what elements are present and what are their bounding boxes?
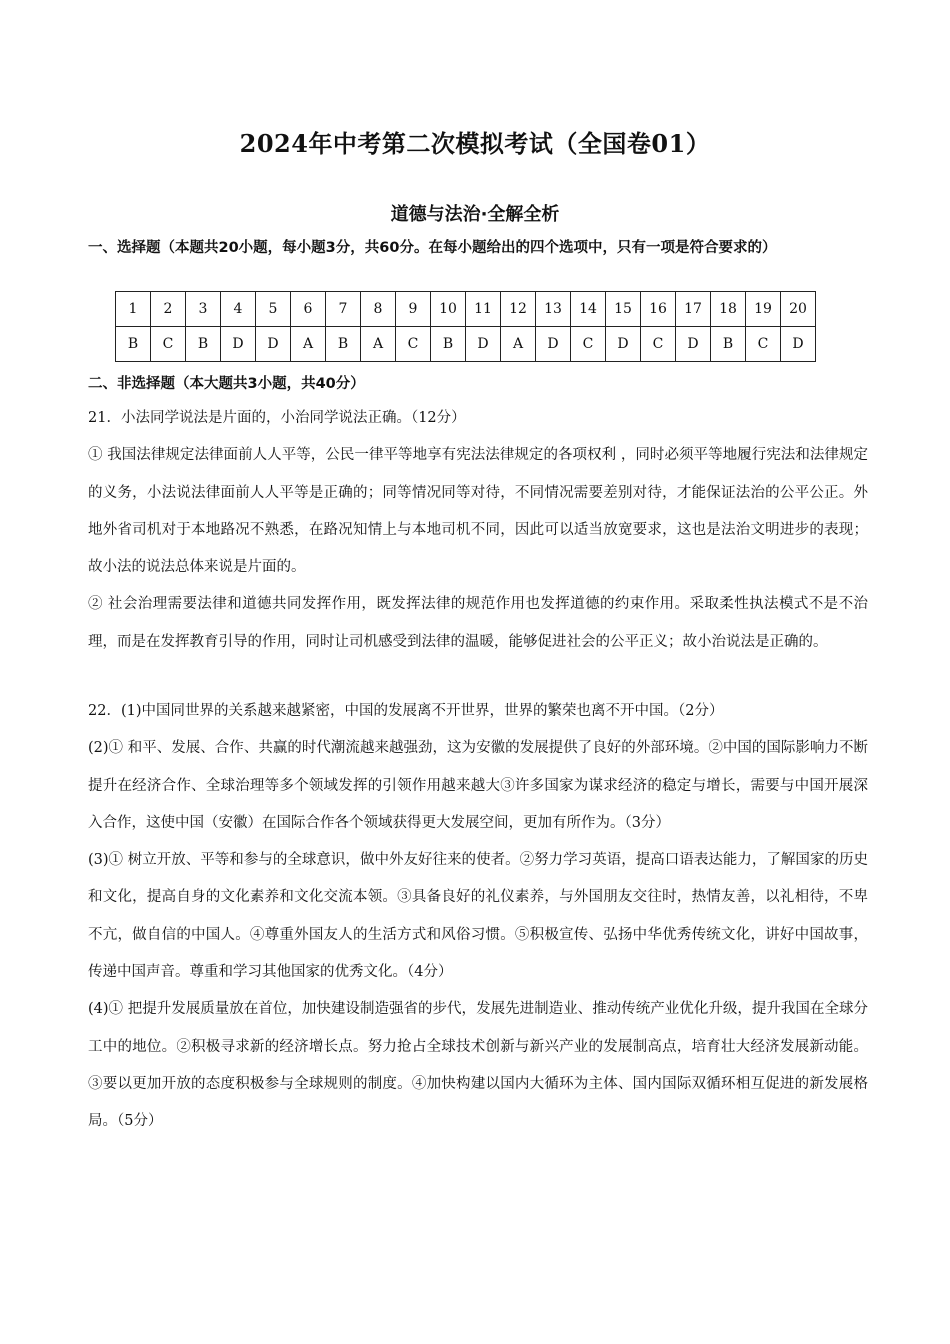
question-number: 7 (326, 292, 361, 327)
question-number: 20 (781, 292, 816, 327)
answer-table (115, 291, 816, 362)
question-number: 14 (571, 292, 606, 327)
answer-letter: D (466, 327, 501, 362)
question-number: 3 (186, 292, 221, 327)
page-title: 2024年中考第二次模拟考试（全国卷01） (239, 129, 711, 158)
question-number: 16 (641, 292, 676, 327)
section2-heading: 二、非选择题（本大题共3小题，共40分） (88, 376, 365, 392)
answer-number-row (116, 292, 816, 327)
q22-part-3: (3)① 树立开放、平等和参与的全球意识，做中外友好往来的使者。②努力学习英语，提高口语表达能力，了解国家的历史和文化，提高自身的文化素养和文化交流本领。③具备良好的礼仪素养，与外国朋友交往时，热情友善，以礼相待，不卑不亢，做自信的中国人。④尊重外国友人的生活方式和风俗习惯。⑤积极宣传、弘扬中华优秀传统文化，讲好中国故事，传递中国声音。尊重和学习其他国家的优秀文化。（4分） (88, 852, 868, 981)
q21-point-1: ① 我国法律规定法律面前人人平等，公民一律平等地享有宪法法律规定的各项权利 ，同时必须平等地履行宪法和法律规定的义务，小法说法律面前人人平等是正确的；同等情况同等对待，不同情况需要差别对待，才能保证法治的公平公正。外地外省司机对于本地路况不熟悉，在路况知情上与本地司机不同，因此可以适当放宽要求，这也是法治文明进步的表现；故小法的说法总体来说是片面的。 (88, 447, 868, 576)
q22-part-4: (4)① 把提升发展质量放在首位，加快建设制造强省的步代，发展先进制造业、推动传统产业优化升级，提升我国在全球分工中的地位。②积极寻求新的经济增长点。努力抢占全球技术创新与新兴产业的发展制高点，培育壮大经济发展新动能。③要以更加开放的态度积极参与全球规则的制度。④加快构建以国内大循环为主体、国内国际双循环相互促进的新发展格局。（5分） (88, 1001, 868, 1130)
question-number: 8 (361, 292, 396, 327)
answer-letter: C (746, 327, 781, 362)
answer-letter: C (151, 327, 186, 362)
answer-letter: B (431, 327, 466, 362)
page-subtitle: 道德与法治·全解全析 (390, 204, 560, 225)
question-number: 9 (396, 292, 431, 327)
answer-letter: B (326, 327, 361, 362)
question-number: 10 (431, 292, 466, 327)
q21-point-2: ② 社会治理需要法律和道德共同发挥作用，既发挥法律的规范作用也发挥道德的约束作用。采取柔性执法模式不是不治理，而是在发挥教育引导的作用，同时让司机感受到法律的温暖，能够促进社会的公平正义；故小治说法是正确的。 (88, 596, 868, 650)
question-number: 13 (536, 292, 571, 327)
question-number: 6 (291, 292, 326, 327)
q22-part-1: 22．(1)中国同世界的关系越来越紧密，中国的发展离不开世界，世界的繁荣也离不开中国。（2分） (88, 703, 724, 719)
answer-letter: A (501, 327, 536, 362)
answer-letter: B (711, 327, 746, 362)
answer-letter: D (256, 327, 291, 362)
answer-letter: D (781, 327, 816, 362)
question-21 (88, 400, 868, 661)
answer-letter: A (291, 327, 326, 362)
answer-letter: D (606, 327, 641, 362)
question-number: 18 (711, 292, 746, 327)
q22-part-2: (2)① 和平、发展、合作、共赢的时代潮流越来越强劲，这为安徽的发展提供了良好的外部环境。②中国的国际影响力不断提升在经济合作、全球治理等多个领域发挥的引领作用越来越大③许多国家为谋求经济的稳定与增长，需要与中国开展深入合作，这使中国（安徽）在国际合作各个领域获得更大发展空间，更加有所作为。（3分） (88, 740, 868, 831)
question-number: 12 (501, 292, 536, 327)
question-number: 11 (466, 292, 501, 327)
answer-letter: A (361, 327, 396, 362)
answer-letter: C (571, 327, 606, 362)
question-number: 5 (256, 292, 291, 327)
answer-letter: D (676, 327, 711, 362)
question-number: 17 (676, 292, 711, 327)
answer-letter: D (221, 327, 256, 362)
section1-heading: 一、选择题（本题共20小题，每小题3分，共60分。在每小题给出的四个选项中，只有一项是符合要求的） (88, 240, 777, 256)
question-number: 2 (151, 292, 186, 327)
question-number: 1 (116, 292, 151, 327)
question-number: 15 (606, 292, 641, 327)
answer-letter: D (536, 327, 571, 362)
answer-letter: B (116, 327, 151, 362)
question-number: 19 (746, 292, 781, 327)
question-number: 4 (221, 292, 256, 327)
answer-letter: C (641, 327, 676, 362)
answer-letter: B (186, 327, 221, 362)
question-22 (88, 693, 868, 1141)
q21-intro: 21．小法同学说法是片面的，小治同学说法正确。（12分） (88, 410, 466, 426)
answer-letter-row (116, 327, 816, 362)
answer-letter: C (396, 327, 431, 362)
